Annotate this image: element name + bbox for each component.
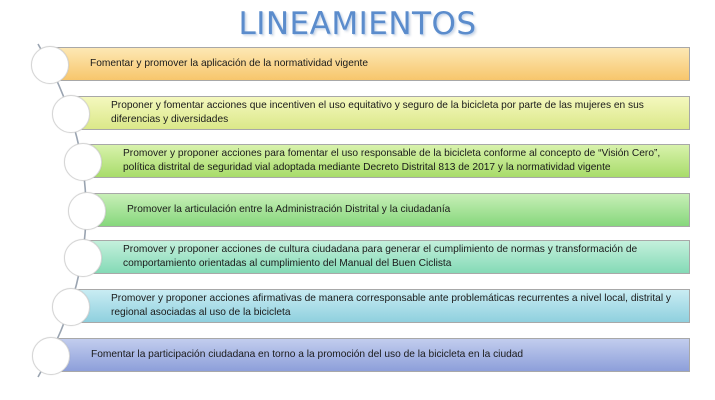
bullet-circle — [52, 288, 90, 326]
guideline-item — [70, 289, 690, 323]
guideline-item — [49, 47, 690, 81]
guideline-text: Promover y proponer acciones para fomentar el uso responsable de la bicicleta conforme al concepto de “Visión Cero”, política distrital de seguridad vial adoptada mediante Decreto Distrital 813 de 2017 y la normatividad vigente — [123, 148, 661, 173]
guideline-text: Promover la articulación entre la Administración Distrital y la ciudadanía — [127, 204, 451, 216]
guideline-text: Fomentar y promover la aplicación de la normatividad vigente — [90, 58, 369, 70]
bullet-circle — [64, 143, 102, 181]
guideline-item — [86, 193, 690, 227]
bullet-circle — [32, 337, 70, 375]
guideline-item — [82, 144, 690, 178]
guideline-text: Promover y proponer acciones de cultura ciudadana para generar el cumplimiento de normas y transformación de comportamiento orientadas al cumplimiento del Manual del Buen Ciclista — [123, 244, 638, 269]
bullet-circle — [64, 239, 102, 277]
guideline-item — [82, 240, 690, 274]
bullet-circle — [52, 95, 90, 133]
page-title: LINEAMIENTOS — [238, 6, 477, 42]
guideline-text: Fomentar la participación ciudadana en torno a la promoción del uso de la bicicleta en la ciudad — [91, 349, 524, 361]
guideline-text: Proponer y fomentar acciones que incentiven el uso equitativo y seguro de la bicicleta por parte de las mujeres en sus diferencias y diversidades — [111, 100, 644, 125]
guideline-item — [50, 338, 690, 372]
guideline-text: Promover y proponer acciones afirmativas de manera corresponsable ante problemáticas recurrentes a nivel local, distrital y regional asociadas al uso de la bicicleta — [111, 293, 672, 318]
bullet-circle — [68, 192, 106, 230]
guideline-item — [70, 96, 690, 130]
bullet-circle — [31, 46, 69, 84]
